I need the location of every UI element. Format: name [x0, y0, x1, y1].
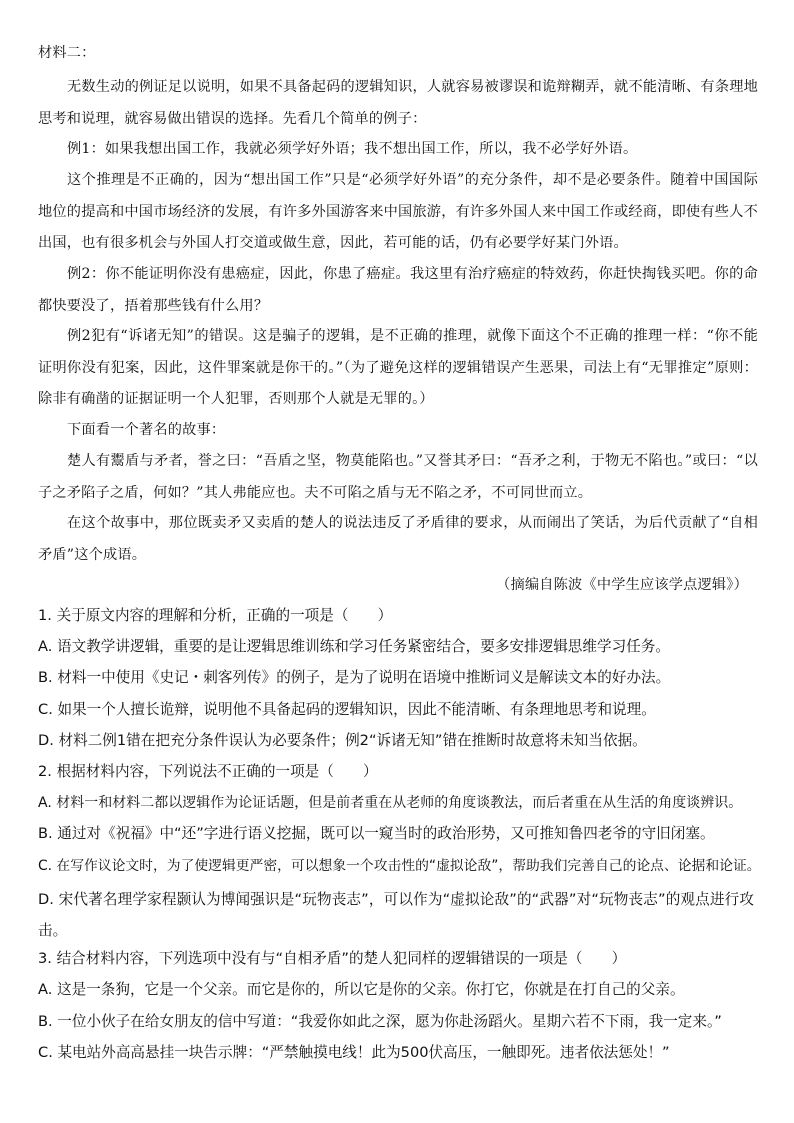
question-2-option-a[interactable]: A. 材料一和材料二都以逻辑作为论证话题，但是前者重在从老师的角度谈教法，而后者重在从生活的角度谈辨识。 [38, 795, 743, 811]
question-2-option-b[interactable]: B. 通过对《祝福》中“还”字进行语义挖掘，既可以一窥当时的政治形势，又可推知鲁四老爷的守旧闭塞。 [38, 825, 715, 842]
question-3-option-a[interactable]: A. 这是一条狗，它是一个父亲。而它是你的，所以它是你的父亲。你打它，你就是在打自己的父亲。 [38, 981, 685, 998]
paragraph-analysis-2: 例2犯有“诉诸无知”的错误。这是骗子的逻辑，是不正确的推理，就像下面这个不正确的推理一样：“你不能证明你没有犯案，因此，这件罪案就是你干的。”（为了避免这样的逻辑错误产生恶果，司法上有“无罪推定”原则：除非有确凿的证据证明一个人犯罪，否则那个人就是无罪的。） [38, 328, 758, 407]
question-2-stem: 2. 根据材料内容，下列说法不正确的一项是（ ） [38, 763, 378, 780]
paragraph-story: 楚人有鬻盾与矛者，誉之曰：“吾盾之坚，物莫能陷也。”又誉其矛曰：“吾矛之利，于物无不陷也。”或曰：“以子之矛陷子之盾，何如？”其人弗能应也。夫不可陷之盾与无不陷之矛，不可同世而立。 [38, 453, 758, 501]
question-1-option-d[interactable]: D. 材料二例1错在把充分条件误认为必要条件；例2“诉诸无知”错在推断时故意将未知当依据。 [38, 732, 647, 749]
section-heading: 材料二： [38, 45, 96, 61]
paragraph-conclusion: 在这个故事中，那位既卖矛又卖盾的楚人的说法违反了矛盾律的要求，从而闹出了笑话，为后代贡献了“自相矛盾”这个成语。 [38, 515, 758, 563]
question-3-stem: 3. 结合材料内容，下列选项中没有与“自相矛盾”的楚人犯同样的逻辑错误的一项是（ ） [38, 950, 627, 967]
question-1-option-a[interactable]: A. 语文教学讲逻辑，重要的是让逻辑思维训练和学习任务紧密结合，要多安排逻辑思维学习任务。 [38, 638, 670, 655]
paragraph-analysis-1: 这个推理是不正确的，因为“想出国工作”只是“必须学好外语”的充分条件，却不是必要条件。随着中国国际地位的提高和中国市场经济的发展，有许多外国游客来中国旅游，有许多外国人来中国工作或经商，即使有些人不出国，也有很多机会与外国人打交道或做生意，因此，若可能的话，仍有必要学好某门外语。 [38, 172, 758, 251]
question-2-option-c[interactable]: C. 在写作议论文时，为了使逻辑更严密，可以想象一个攻击性的“虚拟论敌”，帮助我们完善自己的论点、论据和论证。 [38, 858, 761, 874]
paragraph-example-2: 例2：你不能证明你没有患癌症，因此，你患了癌症。我这里有治疗癌症的特效药，你赶快掏钱买吧。你的命都快要没了，捂着那些钱有什么用？ [38, 266, 758, 314]
question-2-option-d[interactable]: D. 宋代著名理学家程颢认为博闻强识是“玩物丧志”，可以作为“虚拟论敌”的“武器”对“玩物丧志”的观点进行攻击。 [38, 891, 754, 939]
question-3-option-c[interactable]: C. 某电站外高高悬挂一块告示牌：“严禁触摸电线！此为500伏高压，一触即死。违者依法惩处！” [38, 1044, 670, 1061]
question-1-option-c[interactable]: C. 如果一个人擅长诡辩，说明他不具备起码的逻辑知识，因此不能清晰、有条理地思考和说理。 [38, 701, 656, 718]
paragraph-intro: 无数生动的例证足以说明，如果不具备起码的逻辑知识，人就容易被谬误和诡辩糊弄，就不能清晰、有条理地思考和说理，就容易做出错误的选择。先看几个简单的例子： [38, 79, 758, 127]
question-1-option-b[interactable]: B. 材料一中使用《史记・刺客列传》的例子，是为了说明在语境中推断词义是解读文本的好办法。 [38, 669, 671, 686]
question-3-option-b[interactable]: B. 一位小伙子在给女朋友的信中写道：“我爱你如此之深，愿为你赴汤蹈火。星期六若不下雨，我一定来。” [38, 1013, 722, 1030]
question-1-stem: 1. 关于原文内容的理解和分析，正确的一项是（ ） [38, 607, 393, 624]
source-citation: （摘编自陈波《中学生应该学点逻辑》） [496, 577, 748, 593]
paragraph-example-1: 例1：如果我想出国工作，我就必须学好外语；我不想出国工作，所以，我不必学好外语。 [67, 141, 638, 157]
paragraph-story-intro: 下面看一个著名的故事： [67, 422, 226, 438]
